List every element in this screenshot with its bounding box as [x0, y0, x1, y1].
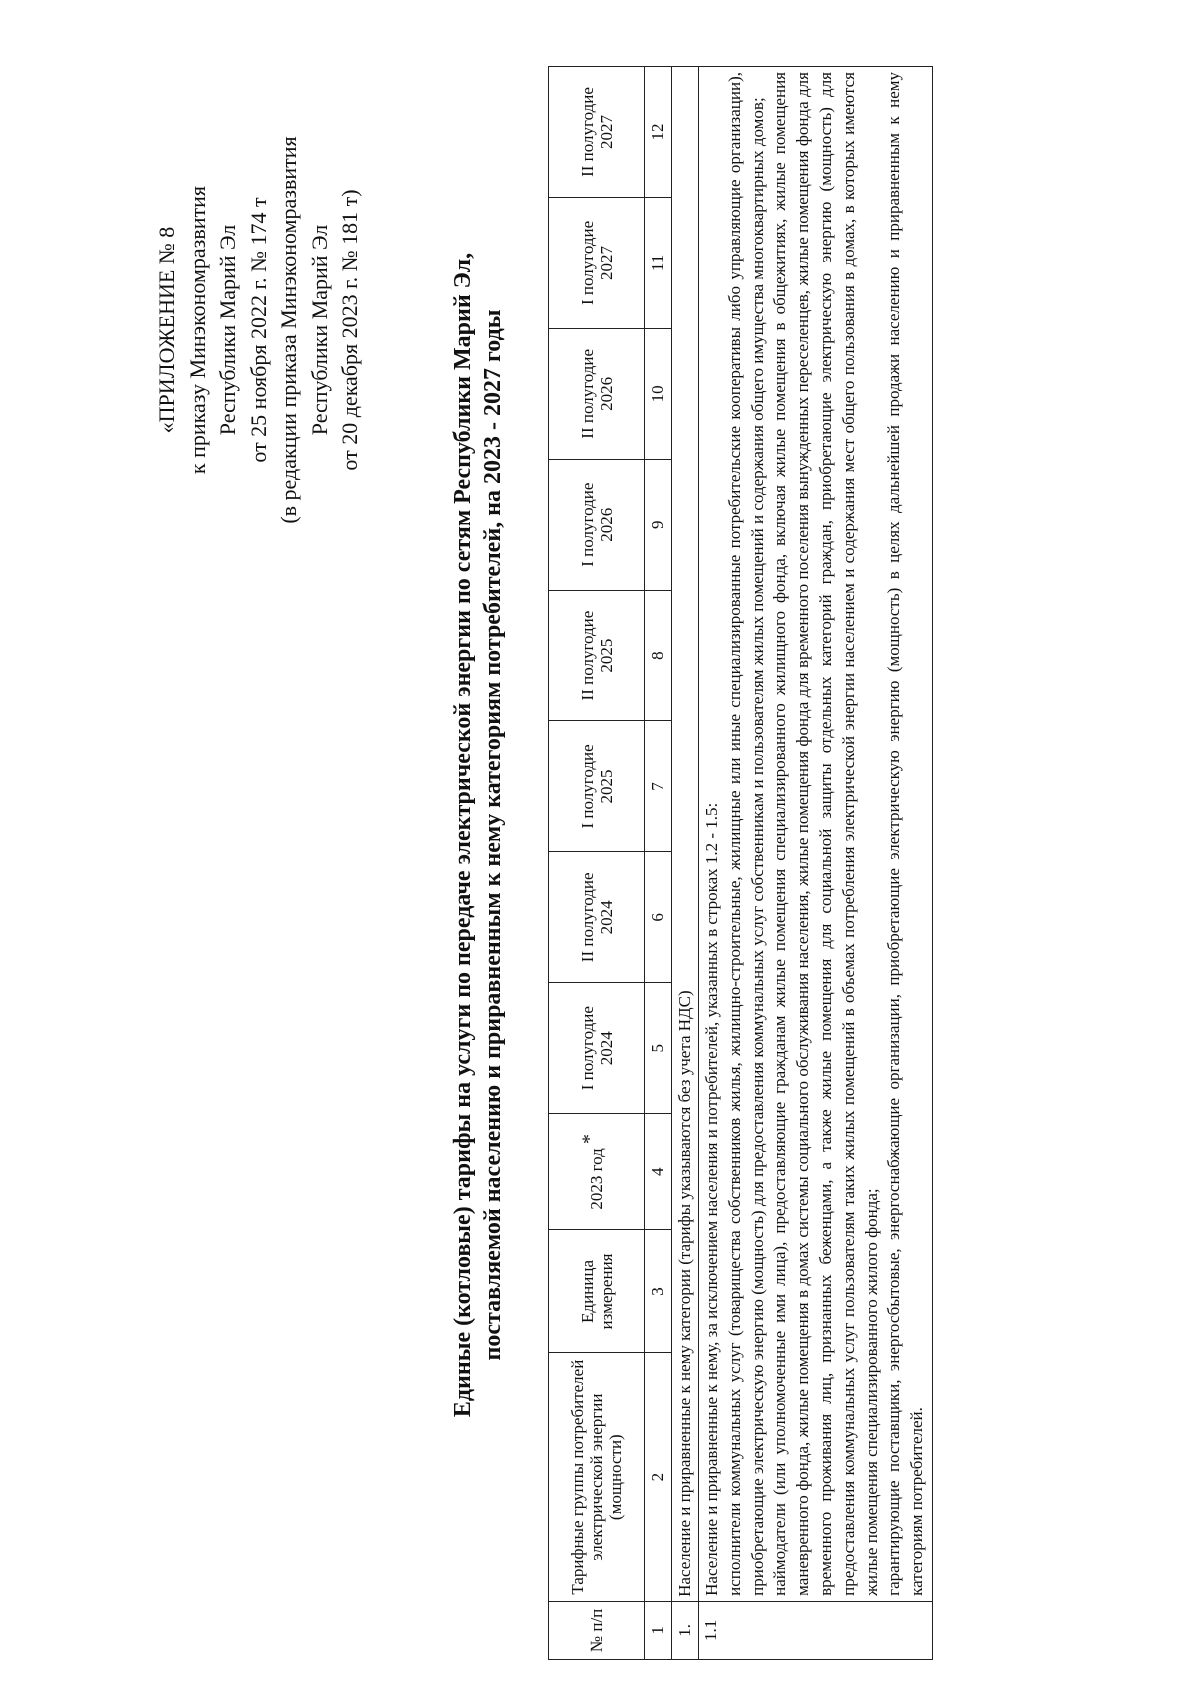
table-row-section-1	[672, 67, 699, 1660]
appendix-line: от 20 декабря 2023 г. № 181 т)	[337, 189, 362, 471]
column-number-cell: 6	[645, 852, 672, 983]
section-title: Население и приравненные к нему категории (тарифы указываются без учета НДС)	[672, 67, 699, 1602]
column-number-cell: 1	[645, 1601, 672, 1659]
row-number: 1.1	[699, 1601, 933, 1659]
appendix-line: (в редакции приказа Минэкономразвития	[276, 136, 301, 524]
header-cell: I полугодие 2026	[549, 459, 645, 590]
column-number-cell: 8	[645, 590, 672, 721]
header-cell: II полугодие 2026	[549, 328, 645, 459]
header-cell: I полугодие 2027	[549, 198, 645, 329]
column-number-cell: 10	[645, 328, 672, 459]
column-number-cell: 7	[645, 721, 672, 852]
header-cell: II полугодие 2024	[549, 852, 645, 983]
description-paragraph: гарантирующие поставщики, энергосбытовые, энергоснабжающие организации, приобретающие электрическую энергию (мощность) в целях дальнейшей продажи населению и приравненным к нему категориям потребителей.	[884, 72, 927, 1596]
rotated-landscape-content	[30, 50, 1150, 1660]
appendix-line: Республики Марий Эл	[306, 224, 332, 436]
tariff-table	[548, 66, 933, 1660]
appendix-header	[152, 60, 366, 600]
header-cell	[549, 1114, 645, 1230]
appendix-line: к приказу Минэкономразвития	[184, 185, 210, 475]
header-cell: Единица измерения	[549, 1230, 645, 1353]
footnote-star: *	[578, 1133, 601, 1144]
description-paragraph: наймодатели (или уполномоченные ими лица), предоставляющие гражданам жилые помещения специализированного жилищного фонда, включая жилые помещения в общежитиях, жилые помещения маневренного фонда, жилые помещения в домах системы социального обслуживания населения, жилые помещения фонда для временного поселения вынужденных переселенцев, жилые помещения фонда для временного проживания лиц, признанных беженцами, а также жилые помещения для социальной защиты отдельных категорий граждан, приобретающие электрическую энергию (мощность) для предоставления коммунальных услуг пользователям таких жилых помещений в объемах потребления электрической энергии населением и содержания мест общего пользования в домах, в которых имеются жилые помещения специализированного жилого фонда;	[770, 72, 881, 1596]
description-paragraph: Население и приравненные к нему, за исключением населения и потребителей, указанных в строках 1.2 - 1.5:	[702, 802, 721, 1596]
appendix-line: «ПРИЛОЖЕНИЕ № 8	[154, 226, 179, 434]
row-number: 1.	[672, 1601, 699, 1659]
header-cell: Тарифные группы потребителей электрической энергии (мощности)	[549, 1353, 645, 1601]
header-cell: № п/п	[549, 1601, 645, 1659]
column-number-cell: 9	[645, 459, 672, 590]
column-number-cell: 12	[645, 67, 672, 198]
header-cell: II полугодие 2025	[549, 590, 645, 721]
column-number-row	[645, 67, 672, 1660]
header-cell: I полугодие 2024	[549, 983, 645, 1114]
column-number-cell: 11	[645, 198, 672, 329]
title-line: поставляемой населению и приравненным к нему категориям потребителей, на 2023 - 2027 годы	[480, 309, 506, 1361]
column-number-cell: 4	[645, 1114, 672, 1230]
title-line: Единые (котловые) тарифы на услуги по передаче электрической энергии по сетям Республики Марий Эл,	[450, 252, 476, 1418]
header-cell: I полугодие 2025	[549, 721, 645, 852]
header-year-label: 2023 год	[587, 1148, 606, 1210]
row-description	[699, 67, 933, 1602]
appendix-line: Республики Марий Эл	[215, 224, 240, 436]
table-row-1-1	[699, 67, 933, 1660]
description-paragraph: исполнители коммунальных услуг (товарищества собственников жилья, жилищно-строительные, жилищные или иные специализированные потребительские кооперативы либо управляющие организации), приобретающие электрическую энергию (мощность) для предоставления коммунальных услуг собственникам и пользователям жилых помещений и содержания общего имущества многоквартирных домов;	[724, 72, 767, 1596]
document-title	[448, 160, 508, 1510]
column-number-cell: 3	[645, 1230, 672, 1353]
column-number-cell: 5	[645, 983, 672, 1114]
column-number-cell: 2	[645, 1353, 672, 1601]
appendix-line: от 25 ноября 2022 г. № 174 т	[245, 197, 271, 463]
header-cell: II полугодие 2027	[549, 67, 645, 198]
table-header-row	[549, 67, 645, 1660]
